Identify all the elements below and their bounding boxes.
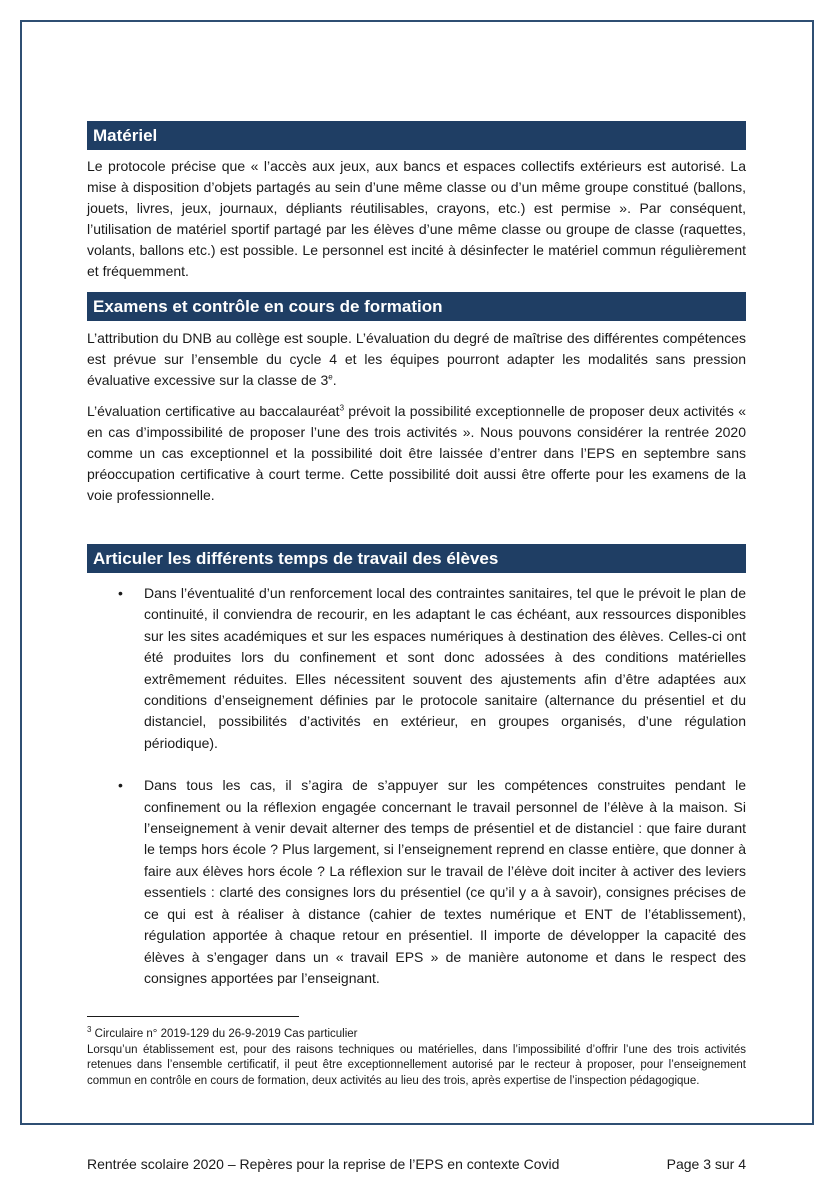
section-examens [87,292,746,506]
section-materiel [87,121,746,282]
footnote-number: 3 [87,1025,92,1035]
paragraph-dnb-text: L’attribution du DNB au collège est souple. L’évaluation du degré de maîtrise des différentes compétences est prévue sur l’ensemble du cycle 4 et les équipes pourront adapter les modalités sans pression évaluative excessive sur la classe de 3 [87,330,746,388]
section-title-materiel: Matériel [87,121,746,150]
page-footer [87,1156,746,1172]
paragraph-dnb [87,328,746,391]
section-title-articuler: Articuler les différents temps de travail des élèves [87,544,746,573]
footnote-heading-text: Circulaire n° 2019-129 du 26-9-2019 Cas particulier [91,1028,358,1040]
footnote-reference: 3 [339,403,345,413]
paragraph-materiel: Le protocole précise que « l’accès aux jeux, aux bancs et espaces collectifs extérieurs est autorisé. La mise à disposition d’objets partagés au sein d’une même classe ou d’un même groupe constitué (ballons, jouets, livres, jeux, journaux, dépliants réutilisables, crayons, etc.) est permise ». Par conséquent, l’utilisation de matériel sportif partagé par les élèves d’une même classe ou groupe de classe (raquettes, volants, ballons etc.) est possible. Le personnel est incité à désinfecter le matériel commun régulièrement et fréquemment. [87,158,746,279]
page-number: Page 3 sur 4 [666,1156,746,1172]
bullet-list [87,583,746,989]
section-articuler [87,544,746,989]
footnote-body: Lorsqu’un établissement est, pour des raisons techniques ou matérielles, dans l’impossibilité d’offrir l’une des trois activités retenues dans l’ensemble certificatif, il peut être exceptionnellement autorisé par le recteur à proposer, pour l’enseignement commun en contrôle en cours de formation, deux activités au lieu des trois, après expertise de l’inspection pédagogique. [87,1043,746,1087]
footer-title: Rentrée scolaire 2020 – Repères pour la reprise de l’EPS en contexte Covid [87,1156,560,1172]
paragraph-baccalaureat [87,401,746,506]
bullet-icon: • [118,777,123,794]
paragraph-bac-rest: prévoit la possibilité exceptionnelle de proposer deux activités « en cas d’impossibilité de proposer l’une des trois activités ». Nous pouvons considérer la rentrée 2020 comme un cas exceptionnel et la possibilité doit être laissée d’entrer dans l’EPS en septembre sans préoccupation certificative à court terme. Cette possibilité doit aussi être offerte pour les examens de la voie professionnelle. [87,403,746,503]
bullet-icon: • [118,585,123,601]
paragraph-bac-start: L’évaluation certificative au baccalauréat [87,403,340,419]
section-title-examens: Examens et contrôle en cours de formation [87,292,746,321]
paragraph-dnb-end: . [332,372,337,388]
list-item-text: Dans l’éventualité d’un renforcement local des contraintes sanitaires, tel que le prévoit le plan de continuité, il conviendra de recourir, en les adaptant le cas échéant, aux ressources disponibles sur les sites académiques et sur les espaces numériques à destination des élèves. Celles-ci ont été produites lors du confinement et sont donc adossées à des conditions matérielles extrêmement réduites. Elles nécessitent souvent des ajustements afin d’être adaptées aux conditions d’enseignement définies par le protocole sanitaire (alternance du présentiel et du distanciel, possibilités d’activités en extérieur, en groupes organisés, d’une régulation périodique). [144,585,746,751]
list-item [87,583,746,754]
footnote-separator [87,1016,299,1017]
footnote [87,1027,746,1089]
list-item-text: Dans tous les cas, il s’agira de s’appuyer sur les compétences construites pendant le confinement ou la réflexion engagée concernant le travail personnel de l’élève à la maison. Si l’enseignement à venir devait alterner des temps de présentiel et de distanciel : que faire durant le temps hors école ? Plus largement, si l’enseignement reprend en classe entière, que donner à faire aux élèves hors école ? La réflexion sur le travail de l’élève doit inciter à activer des leviers essentiels : clarté des consignes lors du présentiel (ce qu’il y a à savoir), consignes précises de ce qui est à réaliser à distance (cahier de textes numérique et ENT de l’établissement), régulation apportée à chaque retour en présentiel. Il importe de développer la capacité des élèves à s’engager dans un « travail EPS » de manière autonome et dans le respect des consignes apportées par l’enseignant. [144,777,746,986]
list-item [87,775,746,989]
footnote-heading [87,1027,746,1043]
ordinal-superscript: e [328,372,333,382]
